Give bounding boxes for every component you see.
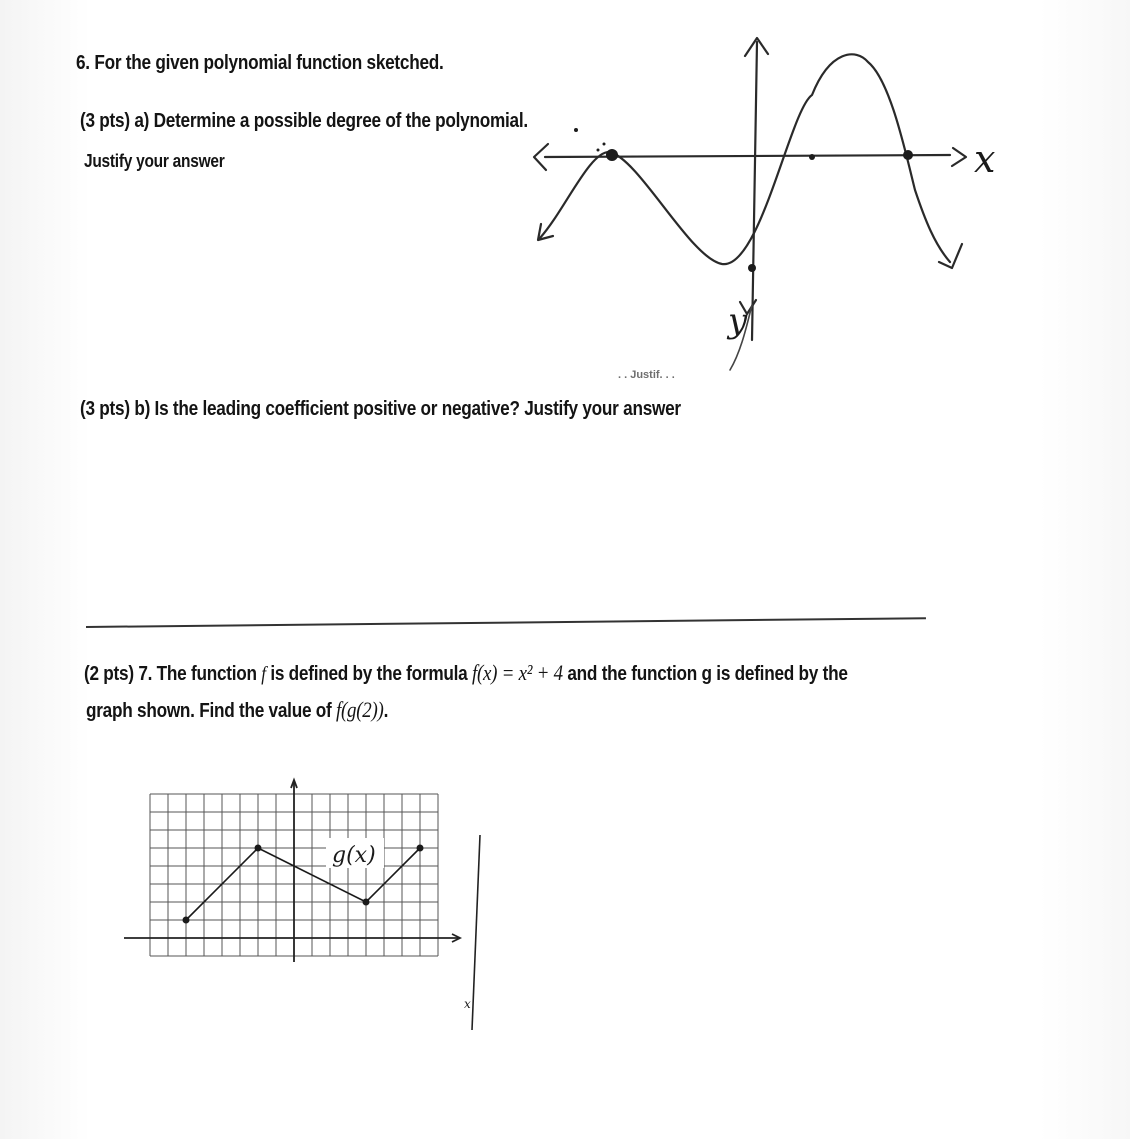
y-intercept-dot bbox=[748, 264, 756, 272]
q7-line2 bbox=[86, 697, 388, 723]
sketch-x-label: x bbox=[974, 137, 996, 181]
q6a-prompt: (3 pts) a) Determine a possible degree of the polynomial. bbox=[80, 110, 528, 132]
polynomial-curve bbox=[540, 54, 950, 264]
q6a-instruction: Justify your answer bbox=[84, 151, 225, 171]
q6b-prompt: (3 pts) b) Is the leading coefficient positive or negative? Justify your answer bbox=[80, 398, 681, 420]
sketch-y-axis bbox=[752, 42, 757, 340]
q7-line2-prefix: graph shown. Find the value of bbox=[86, 700, 337, 722]
polynomial-sketch bbox=[0, 0, 1130, 420]
x-intercept-dot-right bbox=[903, 150, 913, 160]
g-graph bbox=[110, 770, 490, 1050]
section-divider bbox=[86, 617, 926, 628]
q7-line1 bbox=[84, 660, 848, 686]
x-intercept-dot-middle bbox=[809, 154, 815, 160]
g-data-point bbox=[417, 845, 424, 852]
sketch-x-axis-right-arrow bbox=[952, 148, 966, 166]
q7-line1-mid: is defined by the formula bbox=[265, 663, 472, 685]
g-graph-x-label: x bbox=[464, 997, 471, 1011]
g-graph-axes bbox=[124, 780, 460, 962]
g-data-point bbox=[183, 917, 190, 924]
g-data-point bbox=[255, 845, 262, 852]
g-graph-right-edge bbox=[472, 835, 480, 1030]
g-graph-label: g(x) bbox=[332, 843, 376, 868]
sketch-x-axis bbox=[545, 155, 950, 157]
q7-line1-suffix: and the function g is defined by the bbox=[562, 663, 848, 685]
q7-expression: f(g(2)) bbox=[336, 697, 384, 722]
sketch-faded-note: . . Justif. . . bbox=[618, 369, 675, 381]
g-data-point bbox=[363, 899, 370, 906]
sketch-y-label: y bbox=[728, 301, 748, 341]
curve-right-arrow bbox=[939, 244, 962, 268]
q7-line1-prefix: (2 pts) 7. The function bbox=[84, 663, 262, 685]
q7-f-name: f bbox=[261, 663, 266, 685]
x-intercept-dot-left bbox=[606, 149, 618, 161]
q7-formula: f(x) = x² + 4 bbox=[471, 660, 563, 685]
q6-heading: 6. For the given polynomial function sketched. bbox=[76, 52, 444, 74]
q7-line2-suffix: . bbox=[383, 700, 389, 722]
